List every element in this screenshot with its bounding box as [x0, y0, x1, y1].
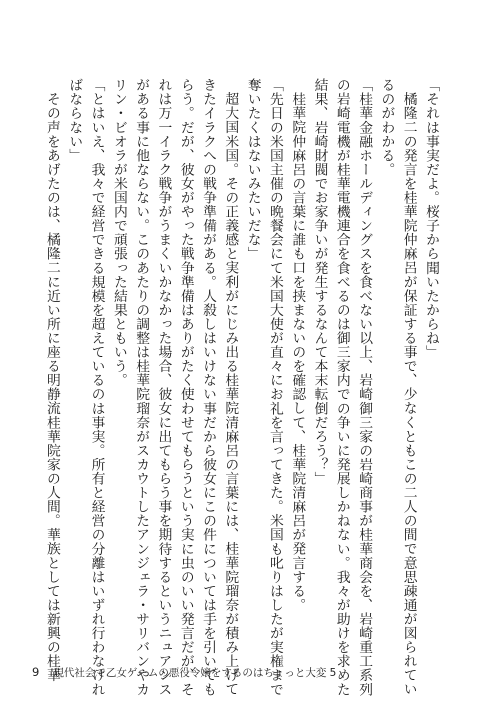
text-line: 結果、岩崎財閥でお家争いが発生するなんて本末転倒だろう？」 — [311, 78, 328, 486]
page-footer — [32, 662, 472, 682]
text-line: 「桂華金融ホールディングスを食べない以上、岩崎御三家の岩崎商事が桂華商会を、岩崎重工系列 — [356, 78, 373, 697]
text-line: 「とはいえ、我々で経営できる規模を超えているのは事実。所有と経営の分離はいずれ行わなけれ — [88, 78, 105, 697]
text-line: るのがわかる。 — [378, 78, 395, 177]
text-line: れは万一イラク戦争がうまくいかなかった場合、彼女に出てもらう事を期待するというニュアンス — [155, 78, 172, 697]
text-line: 桂華院仲麻呂の言葉に誰も口を挟まないのを確認して、桂華院清麻呂が発言する。 — [289, 91, 306, 612]
text-line: の岩崎電機が桂華電機連合を食べるのは御三家内での争いに発展しかねない。我々が助けを求めた — [333, 78, 350, 697]
text-line: リン・ビオラが米国内で頑張った結果ともいう。 — [110, 78, 127, 388]
text-line: その声をあげたのは、橘隆二に近い所に座る明静流桂華院家の人間。華族としては新興の桂華 — [43, 91, 60, 682]
text-line: きたイラクへの戦争準備がある。人殺しはいけない事だから彼女にこの件については手を引いても — [200, 78, 217, 697]
text-line: 「それは事実だよ。桜子から聞いたからね」 — [423, 78, 439, 359]
text-line: 橘隆二の発言を桂華院仲麻呂が保証する事で、少なくともこの二人の間で意思疎通が図られてい — [400, 91, 417, 696]
text-line: ばならない」 — [66, 78, 83, 163]
text-line: がある事に他ならない。このあたりの調整は桂華院瑠奈がスカウトしたアンジェラ・サリバンやカ — [133, 78, 150, 697]
text-line: 超大国米国。その正義感と実利がにじみ出る桂華院清麻呂の言葉には、桂華院瑠奈が積み上げて — [222, 91, 239, 696]
book-title: 現代社会で乙女ゲームの悪役令嬢をするのはちょっと大変 5 — [53, 666, 337, 679]
text-line: らう。だが、彼女がやった戦争準備はありがたく使わせてもらうという実に虫のいい発言だが、そ — [177, 78, 194, 697]
text-line: 「先日の米国主催の晩餐会にて米国大使が直々にお礼を言ってきた。米国も叱りはしたが実権まで — [266, 78, 283, 697]
page-number: 9 — [32, 665, 40, 679]
text-line: 奪いたくはないみたいだな」 — [244, 78, 261, 261]
